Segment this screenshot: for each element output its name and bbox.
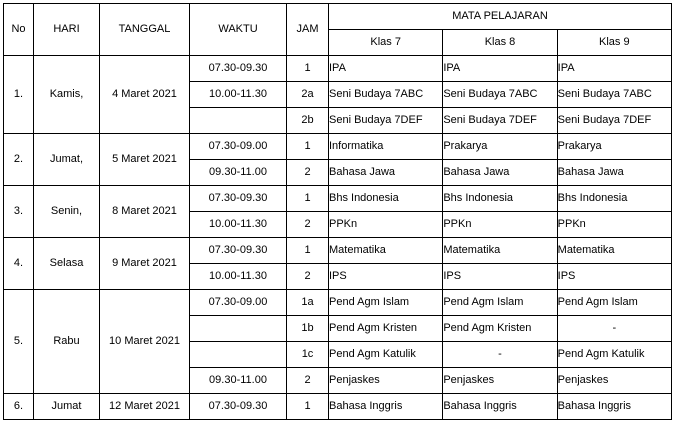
- cell-klas8: Bahasa Inggris: [443, 394, 557, 420]
- cell-klas7: Matematika: [329, 238, 443, 264]
- cell-jam: 1: [287, 134, 329, 160]
- cell-waktu: 10.00-11.30: [190, 264, 287, 290]
- cell-hari: Kamis,: [34, 56, 100, 134]
- cell-jam: 1b: [287, 316, 329, 342]
- column-header-klas-8: Klas 8: [443, 30, 557, 56]
- cell-waktu: 07.30-09.30: [190, 56, 287, 82]
- cell-no: 6.: [4, 394, 34, 420]
- cell-tanggal: 4 Maret 2021: [100, 56, 190, 134]
- cell-klas8: IPS: [443, 264, 557, 290]
- cell-no: 2.: [4, 134, 34, 186]
- cell-jam: 1: [287, 186, 329, 212]
- cell-klas7: PPKn: [329, 212, 443, 238]
- cell-jam: 1c: [287, 342, 329, 368]
- cell-waktu: 07.30-09.30: [190, 238, 287, 264]
- cell-klas8: Penjaskes: [443, 368, 557, 394]
- cell-no: 1.: [4, 56, 34, 134]
- cell-jam: 2b: [287, 108, 329, 134]
- cell-klas9: Pend Agm Katulik: [557, 342, 671, 368]
- cell-klas9: Bahasa Inggris: [557, 394, 671, 420]
- column-header-jam: JAM: [287, 4, 329, 56]
- cell-klas8: PPKn: [443, 212, 557, 238]
- cell-tanggal: 10 Maret 2021: [100, 290, 190, 394]
- cell-klas9: IPA: [557, 56, 671, 82]
- cell-hari: Selasa: [34, 238, 100, 290]
- table-header: [4, 4, 672, 56]
- cell-waktu: 09.30-11.00: [190, 368, 287, 394]
- cell-waktu: 07.30-09.00: [190, 134, 287, 160]
- cell-waktu: 07.30-09.30: [190, 394, 287, 420]
- cell-klas9: Seni Budaya 7ABC: [557, 82, 671, 108]
- column-header-klas-9: Klas 9: [557, 30, 671, 56]
- cell-klas7: Bahasa Jawa: [329, 160, 443, 186]
- cell-jam: 2: [287, 160, 329, 186]
- cell-klas9: Pend Agm Islam: [557, 290, 671, 316]
- column-header-mata-pelajaran: MATA PELAJARAN: [329, 4, 672, 30]
- cell-klas9: Bahasa Jawa: [557, 160, 671, 186]
- cell-klas7: Bhs Indonesia: [329, 186, 443, 212]
- cell-waktu: 10.00-11.30: [190, 82, 287, 108]
- cell-klas9: Bhs Indonesia: [557, 186, 671, 212]
- cell-klas8: Prakarya: [443, 134, 557, 160]
- cell-klas8: IPA: [443, 56, 557, 82]
- cell-klas9: IPS: [557, 264, 671, 290]
- table-row: [4, 394, 672, 420]
- cell-hari: Jumat,: [34, 134, 100, 186]
- column-header-waktu: WAKTU: [190, 4, 287, 56]
- cell-waktu: [190, 316, 287, 342]
- cell-waktu: 07.30-09.00: [190, 290, 287, 316]
- cell-tanggal: 5 Maret 2021: [100, 134, 190, 186]
- cell-jam: 2: [287, 212, 329, 238]
- table-row: [4, 238, 672, 264]
- cell-jam: 2: [287, 264, 329, 290]
- table-body: [4, 56, 672, 420]
- cell-klas7: Seni Budaya 7ABC: [329, 82, 443, 108]
- cell-klas9: Prakarya: [557, 134, 671, 160]
- column-header-hari: HARI: [34, 4, 100, 56]
- cell-tanggal: 8 Maret 2021: [100, 186, 190, 238]
- cell-waktu: 07.30-09.30: [190, 186, 287, 212]
- cell-no: 3.: [4, 186, 34, 238]
- cell-klas9: Seni Budaya 7DEF: [557, 108, 671, 134]
- column-header-klas-7: Klas 7: [329, 30, 443, 56]
- cell-hari: Senin,: [34, 186, 100, 238]
- cell-klas9: Penjaskes: [557, 368, 671, 394]
- cell-klas7: Pend Agm Kristen: [329, 316, 443, 342]
- cell-jam: 1: [287, 394, 329, 420]
- cell-klas9: Matematika: [557, 238, 671, 264]
- table-row: [4, 186, 672, 212]
- table-row: [4, 56, 672, 82]
- cell-klas8: Seni Budaya 7ABC: [443, 82, 557, 108]
- cell-klas7: Pend Agm Katulik: [329, 342, 443, 368]
- cell-klas9: PPKn: [557, 212, 671, 238]
- cell-klas8: Matematika: [443, 238, 557, 264]
- cell-waktu: 09.30-11.00: [190, 160, 287, 186]
- column-header-no: No: [4, 4, 34, 56]
- cell-jam: 2: [287, 368, 329, 394]
- cell-klas8: Bahasa Jawa: [443, 160, 557, 186]
- cell-no: 5.: [4, 290, 34, 394]
- cell-jam: 1a: [287, 290, 329, 316]
- cell-waktu: [190, 342, 287, 368]
- cell-klas8: Pend Agm Islam: [443, 290, 557, 316]
- cell-klas7: IPA: [329, 56, 443, 82]
- cell-klas8: Bhs Indonesia: [443, 186, 557, 212]
- cell-hari: Jumat: [34, 394, 100, 420]
- cell-klas8: Seni Budaya 7DEF: [443, 108, 557, 134]
- cell-klas8: -: [443, 342, 557, 368]
- cell-klas7: Pend Agm Islam: [329, 290, 443, 316]
- cell-jam: 2a: [287, 82, 329, 108]
- cell-klas7: IPS: [329, 264, 443, 290]
- table-row: [4, 134, 672, 160]
- cell-waktu: [190, 108, 287, 134]
- cell-waktu: 10.00-11.30: [190, 212, 287, 238]
- cell-klas8: Pend Agm Kristen: [443, 316, 557, 342]
- exam-schedule-table: [3, 3, 672, 420]
- cell-tanggal: 12 Maret 2021: [100, 394, 190, 420]
- cell-klas7: Bahasa Inggris: [329, 394, 443, 420]
- cell-tanggal: 9 Maret 2021: [100, 238, 190, 290]
- table-row: [4, 290, 672, 316]
- cell-klas7: Penjaskes: [329, 368, 443, 394]
- cell-hari: Rabu: [34, 290, 100, 394]
- cell-klas7: Seni Budaya 7DEF: [329, 108, 443, 134]
- cell-no: 4.: [4, 238, 34, 290]
- cell-klas9: -: [557, 316, 671, 342]
- cell-jam: 1: [287, 56, 329, 82]
- header-row-main: [4, 4, 672, 30]
- column-header-tanggal: TANGGAL: [100, 4, 190, 56]
- cell-jam: 1: [287, 238, 329, 264]
- cell-klas7: Informatika: [329, 134, 443, 160]
